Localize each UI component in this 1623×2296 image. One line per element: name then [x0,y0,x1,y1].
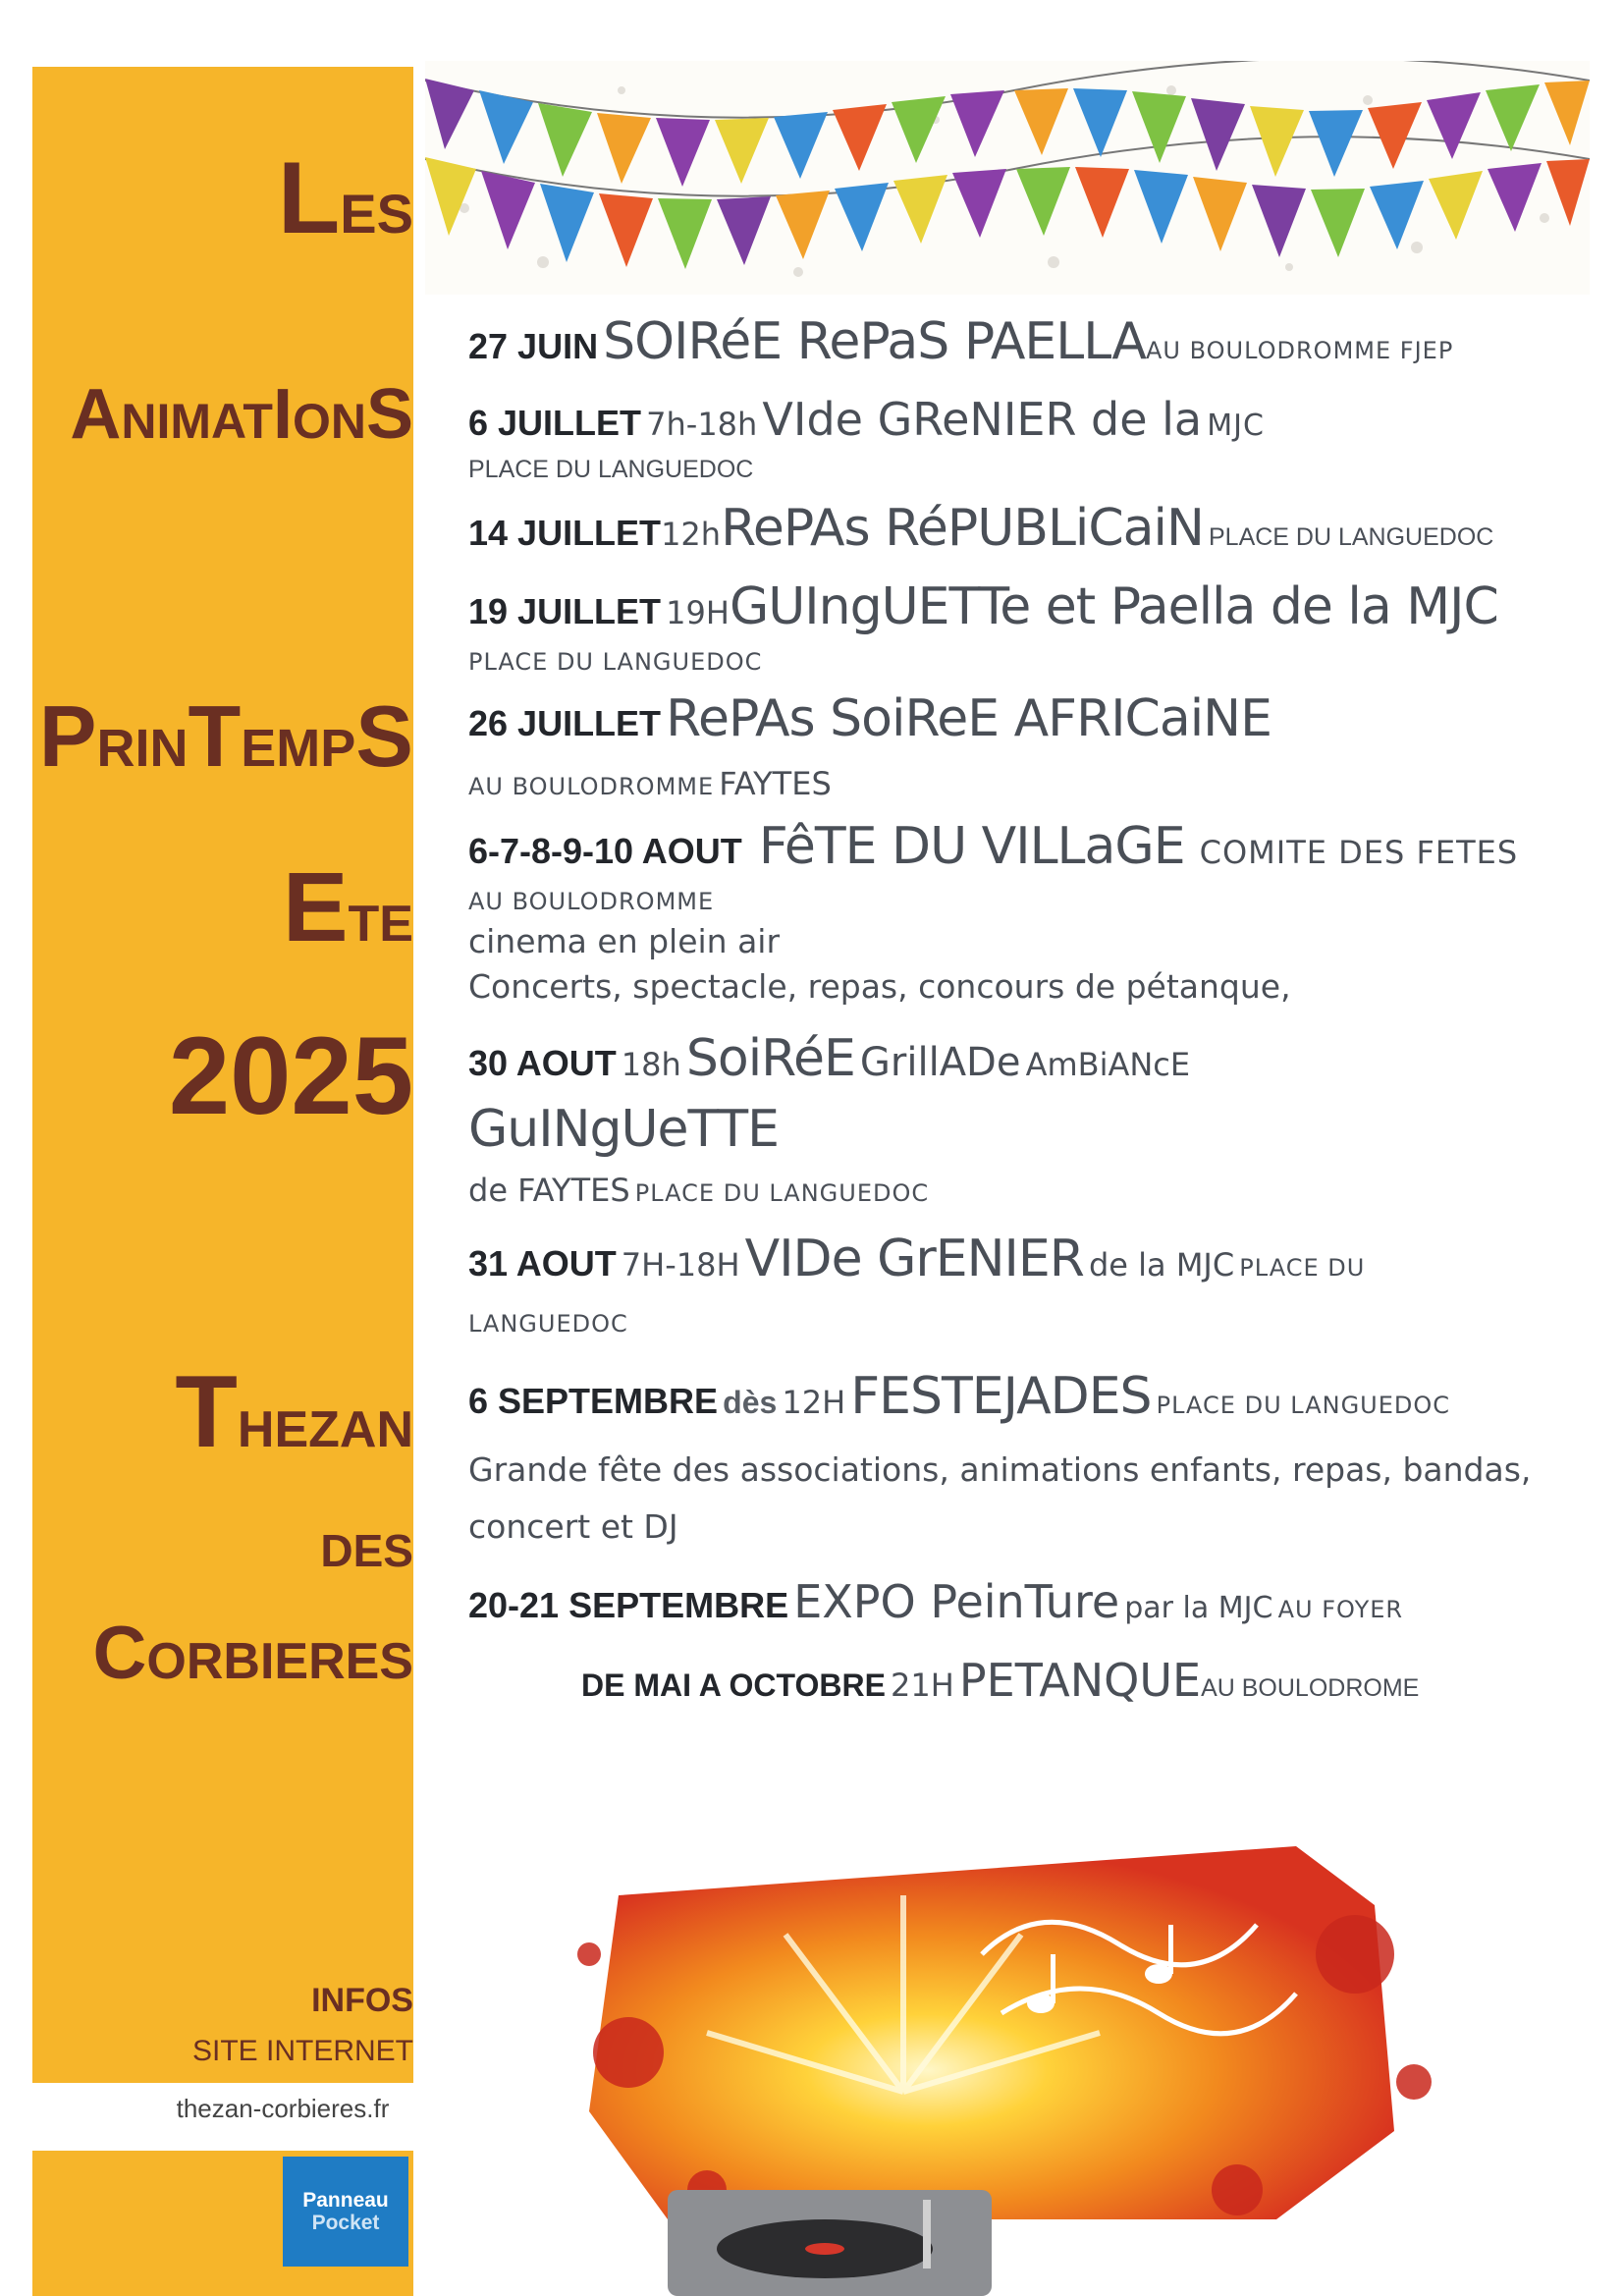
event-30-aout-guinguette: GuINgUeTTE [468,1100,780,1159]
event-title: EXPO PeinTure [793,1575,1120,1628]
event-30-aout [468,1029,1191,1088]
event-fete-cinema: cinema en plein air [468,922,781,960]
event-title: SoiRéE [685,1029,855,1088]
event-title-b: GrillADe [859,1040,1021,1085]
event-date: DE MAI A OCTOBRE [581,1667,886,1703]
event-title: FESTEJADES [850,1367,1152,1426]
event-26-juillet [468,689,1271,748]
event-title-suffix: MJC [1207,409,1265,443]
event-time: 21H [891,1667,954,1704]
event-time: 12h [661,516,722,553]
bunting-flags-icon [425,61,1590,295]
event-title: VIde GReNIER de la [762,393,1203,446]
event-31-aout-location: LANGUEDOC [468,1310,628,1338]
event-fete-du-village [468,817,1519,876]
event-14-juillet [468,499,1494,558]
event-date: 6 SEPTEMBRE [468,1381,719,1421]
event-date: 30 AOUT [468,1043,617,1083]
event-title-c: AmBiANcE [1025,1046,1191,1083]
event-location: AU BOULODROMME FJEP [1146,337,1454,364]
event-date: 27 JUIN [468,326,599,366]
event-title-b: de la MJC [1088,1246,1235,1284]
event-title: PETANQUE [958,1654,1202,1707]
website-url[interactable]: thezan-corbieres.fr [176,2094,390,2123]
title-les: LES [277,141,413,255]
panneau-pocket-logo: Panneau Pocket [283,2157,408,2267]
event-fete-location: AU BOULODROMME [468,888,715,915]
event-title: RePAs SoiReE AFRICaiNE [666,689,1271,748]
event-location: PLACE DU LANGUEDOC [1156,1392,1451,1419]
event-20-21-septembre [468,1575,1404,1628]
event-location: PLACE DU [1239,1254,1366,1282]
event-date: 20-21 SEPTEMBRE [468,1585,789,1625]
event-19-juillet-location: PLACE DU LANGUEDOC [468,648,763,676]
event-time: 12H [782,1384,846,1421]
title-animations: ANIMATIONS [70,375,413,454]
title-corbieres: CORBIERES [92,1612,413,1695]
event-time: 18h [621,1046,681,1083]
event-location: AU FOYER [1277,1596,1404,1623]
bunting-banner-image [425,61,1590,295]
event-date: 19 JUILLET [468,591,662,631]
music-turntable-illustration [530,1758,1502,2296]
event-27-juin [468,312,1454,371]
event-location: AU BOULODROME [1201,1674,1420,1702]
event-title-b: par la MJC [1124,1591,1273,1625]
event-date: 26 JUILLET [468,703,662,743]
title-des: DES [320,1525,413,1576]
event-19-juillet [468,577,1498,636]
title-thezan: THEZAN [175,1355,413,1469]
event-time: 19H [666,594,730,631]
event-petanque [581,1654,1420,1707]
event-time: 7h-18h [646,406,758,443]
event-date: 6-7-8-9-10 AOUT [468,831,742,871]
event-6-septembre-details: Grande fête des associations, animations enfants, repas, bandas, [468,1450,1532,1489]
event-6-juillet-location: PLACE DU LANGUEDOC [468,456,754,483]
title-printemps: PRINTEMPS [38,687,413,785]
event-title: FêTE DU VILLaGE [758,817,1185,876]
title-year: 2025 [168,1014,413,1137]
event-time: 7H-18H [621,1246,740,1284]
event-date: 6 JUILLET [468,403,642,443]
event-31-aout [468,1230,1366,1288]
event-location: PLACE DU LANGUEDOC [1208,523,1494,551]
event-organizer: COMITE DES FETES [1199,834,1519,871]
event-date: 14 JUILLET [468,513,662,553]
event-6-juillet [468,393,1265,446]
title-ete: ETE [282,852,413,962]
event-title: GUIngUETTe et Paella de la MJC [729,577,1498,636]
infos-title: INFOS [311,1982,413,2019]
event-30-aout-location: de FAYTES PLACE DU LANGUEDOC [468,1172,930,1209]
event-title: VIDe GrENIER [744,1230,1084,1288]
infos-subtitle: SITE INTERNET [191,2035,413,2067]
event-title: RePAs RéPUBLiCaiN [721,499,1204,558]
sidebar-panel [32,67,413,2083]
event-26-juillet-location: AU BOULODROMME FAYTES [468,765,832,802]
event-title: SOIRéE RePaS PAELLA [603,312,1146,371]
event-6-septembre-details-2: concert et DJ [468,1507,678,1546]
event-fete-details: Concerts, spectacle, repas, concours de pétanque, [468,967,1291,1006]
event-6-septembre: 6 SEPTEMBRE dès 12H FESTEJADES PLACE DU LANGUEDOC [468,1367,1451,1426]
event-date: 31 AOUT [468,1243,617,1284]
